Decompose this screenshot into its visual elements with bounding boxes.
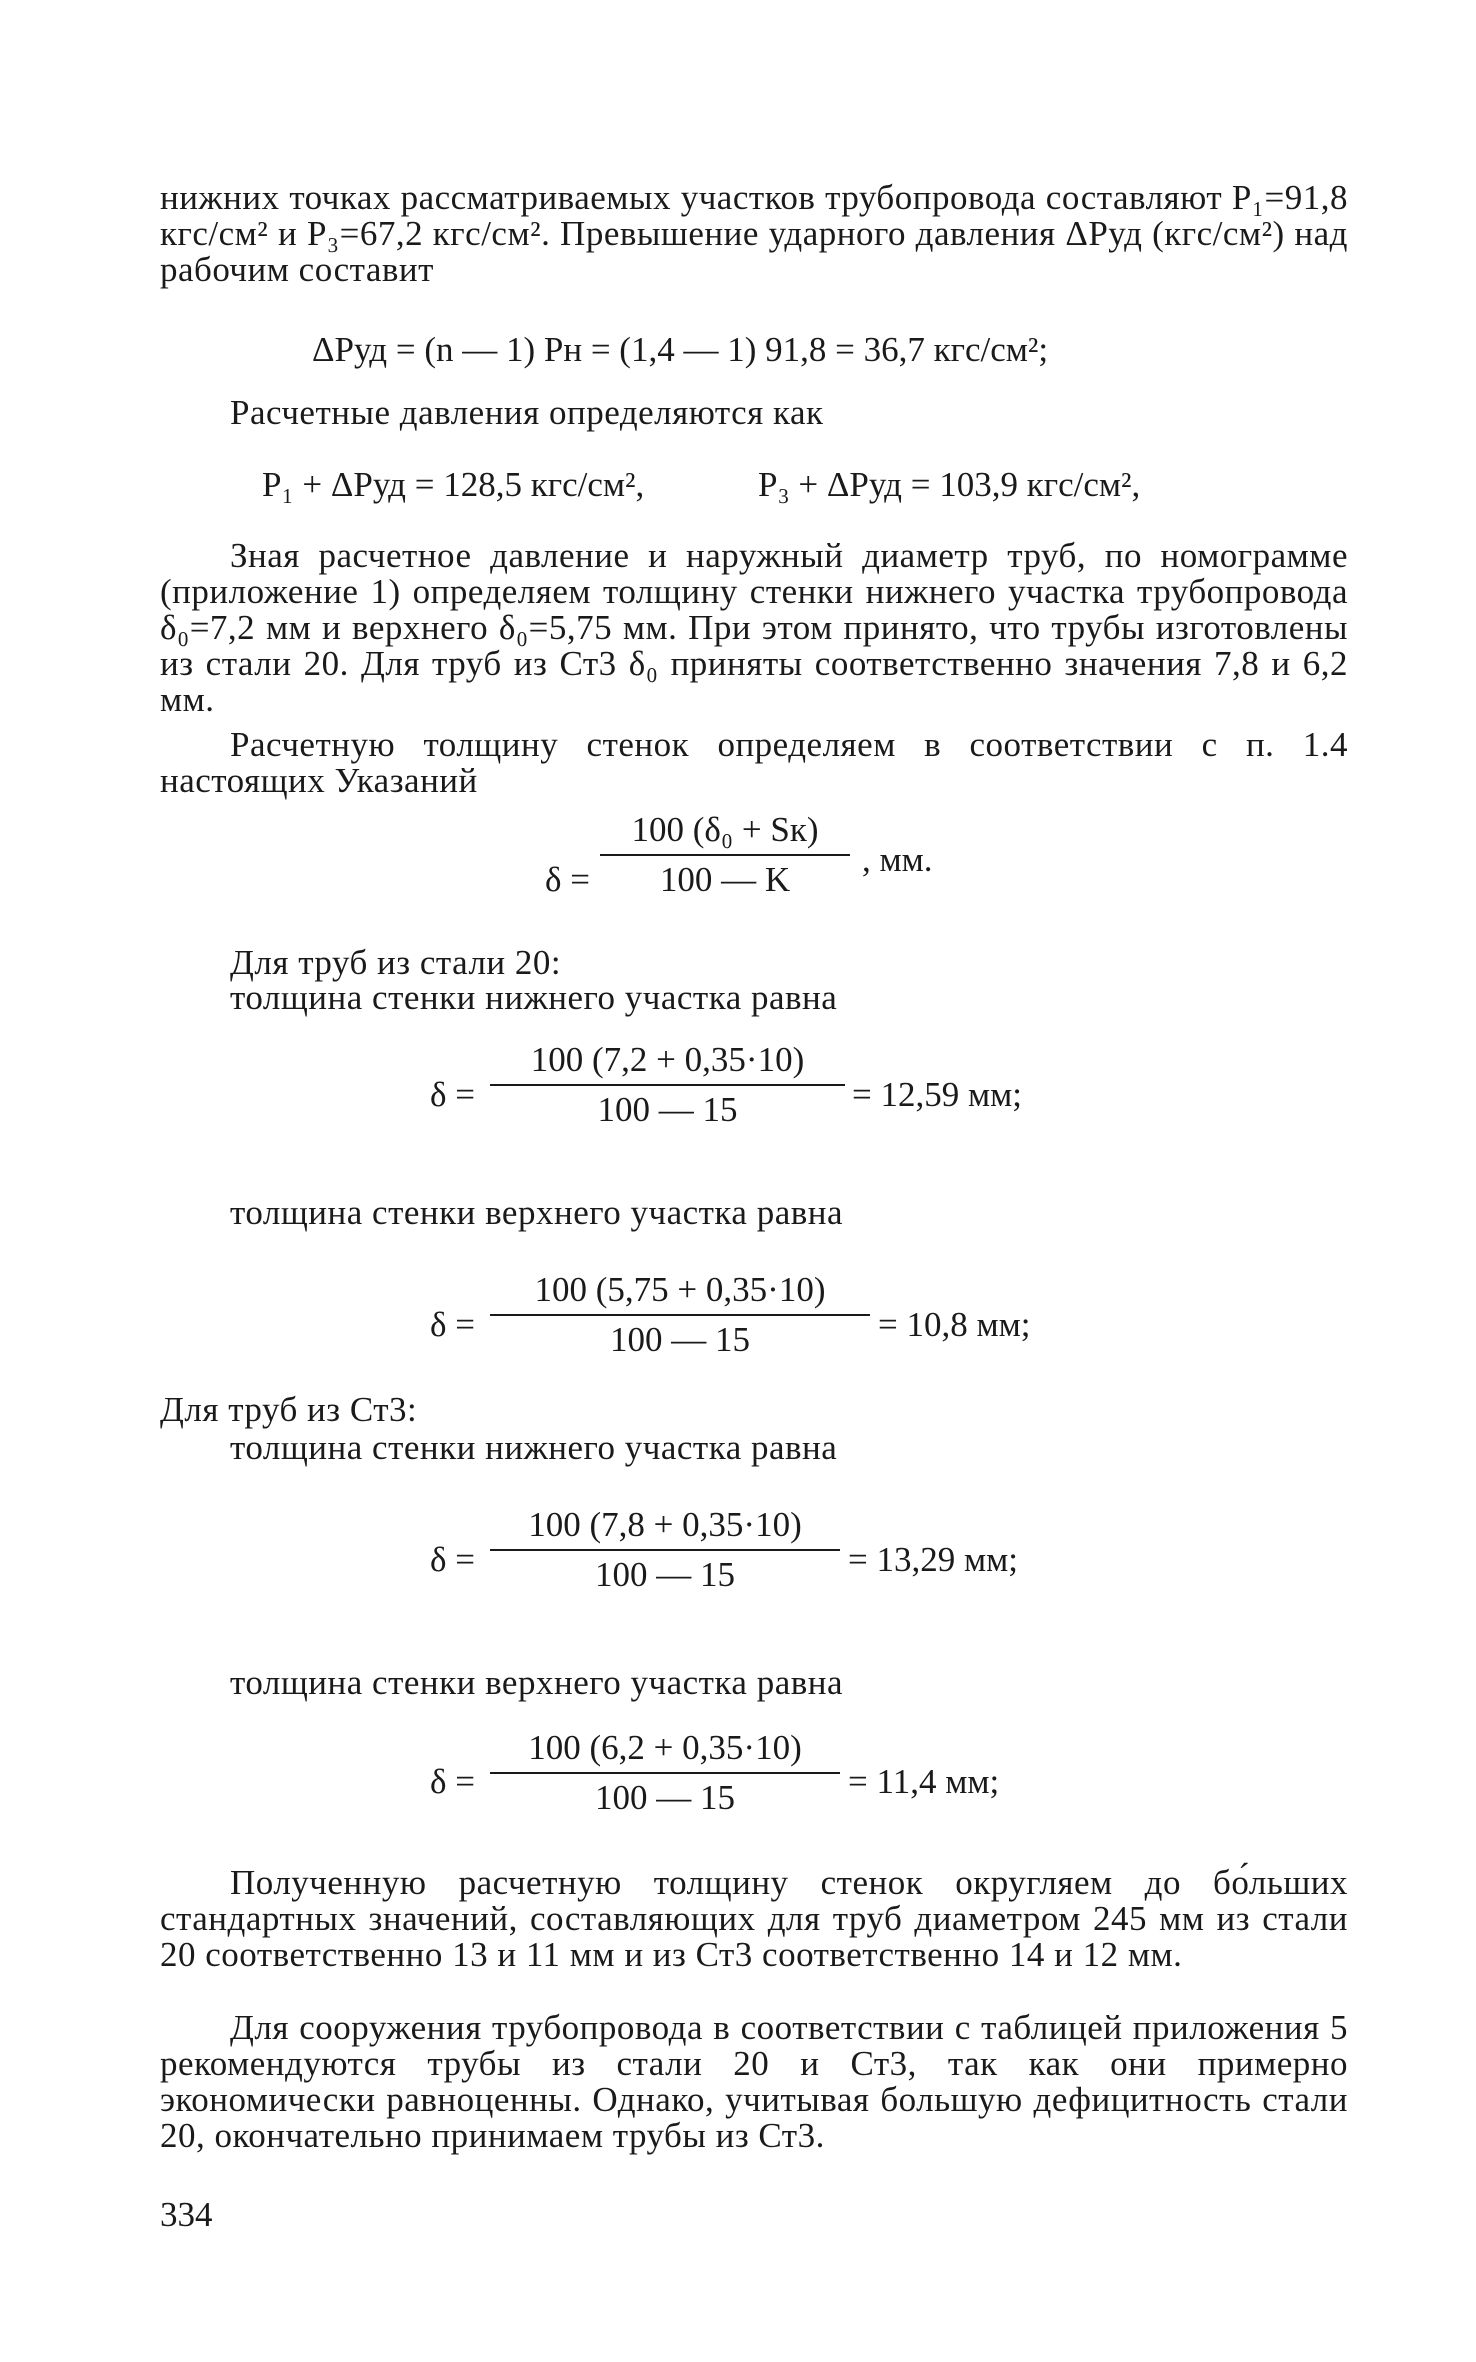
fraction [490, 1040, 845, 1130]
paragraph-nomogram: Зная расчетное давление и наружный диаметр труб, по номограмме (приложение 1) определяем толщину стенки нижнего участка трубопровода δ₀=7,2 мм и верхнего δ₀=5,75 мм. При этом принято, что трубы изготовлены из стали 20. Для труб из Ст3 δ₀ приняты соответственно значения 7,8 и 6,2 мм. [160, 536, 1348, 719]
text-upper-section: толщина стенки верхнего участка равна [230, 1193, 844, 1232]
numerator: 100 (5,75 + 0,35·10) [490, 1270, 870, 1316]
formula-lhs: δ = [430, 1762, 475, 1801]
formula-lhs: δ = [430, 1305, 475, 1344]
text-lower-section: толщина стенки нижнего участка равна [230, 978, 838, 1017]
formula-rhs: = 12,59 мм; [852, 1075, 1023, 1114]
denominator: 100 — 15 [597, 1090, 738, 1129]
denominator: 100 — 15 [610, 1320, 750, 1359]
fraction [490, 1270, 870, 1360]
formula-rhs: = 11,4 мм; [848, 1762, 1000, 1801]
page-number: 334 [160, 2195, 213, 2234]
formula-rhs: = 10,8 мм; [878, 1305, 1031, 1344]
formula-lhs: δ = [545, 860, 590, 899]
equation-surge-pressure: ΔPуд = (n — 1) Pн = (1,4 — 1) 91,8 = 36,7 кгс/см²; [312, 330, 1049, 369]
numerator: 100 (6,2 + 0,35·10) [490, 1728, 840, 1774]
text-lower-section: толщина стенки нижнего участка равна [230, 1428, 838, 1467]
formula-rhs: = 13,29 мм; [848, 1540, 1019, 1579]
heading-st3: Для труб из Ст3: [160, 1390, 418, 1429]
paragraph-pressures: нижних точках рассматриваемых участков трубопровода составляют P₁=91,8 кгс/см² и P₃=67,2 кгс/см². Превышение ударного давления ΔPуд (кгс/см²) над рабочим составит [160, 178, 1348, 289]
paragraph-conclusion: Для сооружения трубопровода в соответствии с таблицей приложения 5 рекомендуются трубы из стали 20 и Ст3, так как они примерно экономически равноценны. Однако, учитывая большую дефицитность стали 20, окончательно принимаем трубы из Ст3. [160, 2008, 1348, 2155]
equation-design-pressure-upper: P₃ + ΔPуд = 103,9 кгс/см², [758, 465, 1141, 504]
text-upper-section: толщина стенки верхнего участка равна [230, 1663, 844, 1702]
equation-design-pressure-lower: P₁ + ΔPуд = 128,5 кгс/см², [262, 465, 645, 504]
formula-lhs: δ = [430, 1540, 475, 1579]
numerator: 100 (δ₀ + Sк) [600, 810, 850, 856]
paragraph-calc-method: Расчетную толщину стенок определяем в соответствии с п. 1.4 настоящих Указаний [160, 725, 1348, 800]
fraction [600, 810, 850, 900]
formula-rhs: , мм. [862, 840, 933, 879]
fraction [490, 1728, 840, 1818]
paragraph-design-pressures: Расчетные давления определяются как [230, 393, 824, 432]
heading-steel-20: Для труб из стали 20: [230, 943, 562, 982]
denominator: 100 — 15 [595, 1778, 735, 1817]
paragraph-rounding: Полученную расчетную толщину стенок округляем до бо́льших стандартных значений, составляющих для труб диаметром 245 мм из стали 20 соответственно 13 и 11 мм и из Ст3 соответственно 14 и 12 мм. [160, 1863, 1348, 1974]
numerator: 100 (7,8 + 0,35·10) [490, 1505, 840, 1551]
formula-lhs: δ = [430, 1075, 475, 1114]
denominator: 100 — 15 [595, 1555, 735, 1594]
fraction [490, 1505, 840, 1595]
denominator: 100 — K [659, 860, 791, 899]
numerator: 100 (7,2 + 0,35·10) [490, 1040, 845, 1086]
